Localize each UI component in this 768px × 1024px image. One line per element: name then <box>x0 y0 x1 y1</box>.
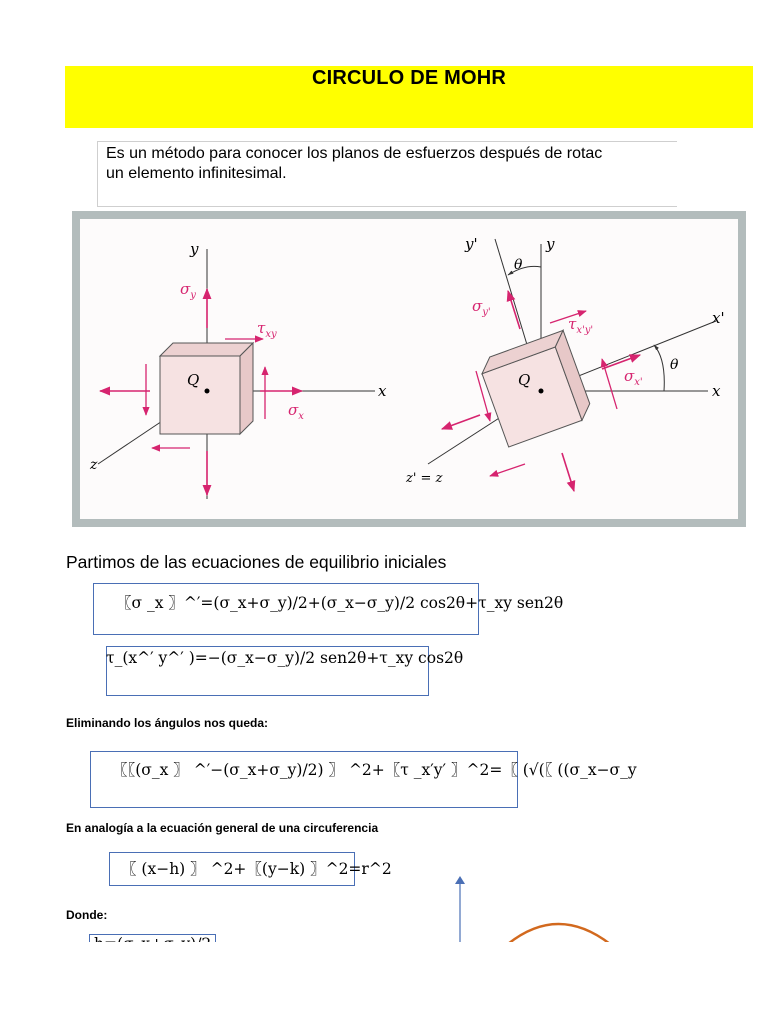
stress-element-diagram <box>80 219 738 519</box>
right-theta-top: θ <box>514 257 523 273</box>
equation-stress-circle: 〖〖(σ_x 〗 ^′−(σ_x+σ_y)/2) 〗 ^2+〖τ _x′y′ 〗^2=〖 (√(〖 ((σ_x−σ_y <box>112 761 637 779</box>
right-y-prime-label: y' <box>465 235 478 253</box>
equation-circle-general: 〖 (x−h) 〗 ^2+〖(y−k) 〗^2=r^2 <box>121 860 392 878</box>
left-y-label: y <box>190 240 199 258</box>
right-y-label: y <box>546 235 555 253</box>
right-x-prime-label: x' <box>712 309 725 327</box>
equation-tau-x-prime-y-prime: τ_(x^′ y^′ )=−(σ_x−σ_y)/2 sen2θ+τ_xy cos2θ <box>106 649 464 667</box>
equation-sigma-x-prime: 〖σ _x 〗^′=(σ_x+σ_y)/2+(σ_x−σ_y)/2 cos2θ+τ_xy sen2θ <box>116 594 564 612</box>
left-q-label: Q <box>187 371 200 389</box>
stress-figure <box>72 211 746 527</box>
intro-text-box <box>97 141 677 207</box>
intro-line-1: Es un método para conocer los planos de esfuerzos después de rotac <box>106 145 603 162</box>
page-bottom <box>0 942 768 1024</box>
right-z-label: z' = z <box>406 471 443 486</box>
intro-line-2: un elemento infinitesimal. <box>106 165 287 182</box>
page-title: CIRCULO DE MOHR <box>311 67 507 89</box>
left-sigma-x-label: $\sigma_x$ <box>288 401 304 422</box>
right-sigma-x-label: $\sigma_{x'}$ <box>624 367 643 388</box>
eliminando-text: Eliminando los ángulos nos queda: <box>66 716 269 730</box>
right-q-label: Q <box>518 371 531 389</box>
left-sigma-y-label: $\sigma_y$ <box>180 280 196 301</box>
analogia-text: En analogía a la ecuación general de una circuferencia <box>66 821 379 835</box>
right-sigma-y-label: $\sigma_{y'}$ <box>472 297 491 318</box>
right-element <box>405 235 725 491</box>
right-x-label: x <box>712 382 721 400</box>
left-x-label: x <box>378 382 387 400</box>
left-z-label: z <box>90 457 98 473</box>
left-tau-label: $\tau_{xy}$ <box>257 319 277 340</box>
left-element <box>89 240 387 499</box>
right-tau-label: $\tau_{x'y'}$ <box>568 315 594 336</box>
mohr-circle <box>500 920 620 944</box>
donde-text: Donde: <box>66 908 108 922</box>
right-theta-right: θ <box>670 357 679 373</box>
intro-equations-text: Partimos de las ecuaciones de equilibrio iniciales <box>66 552 447 572</box>
mohr-axis-arrow <box>450 874 470 944</box>
title-bar <box>65 66 753 128</box>
